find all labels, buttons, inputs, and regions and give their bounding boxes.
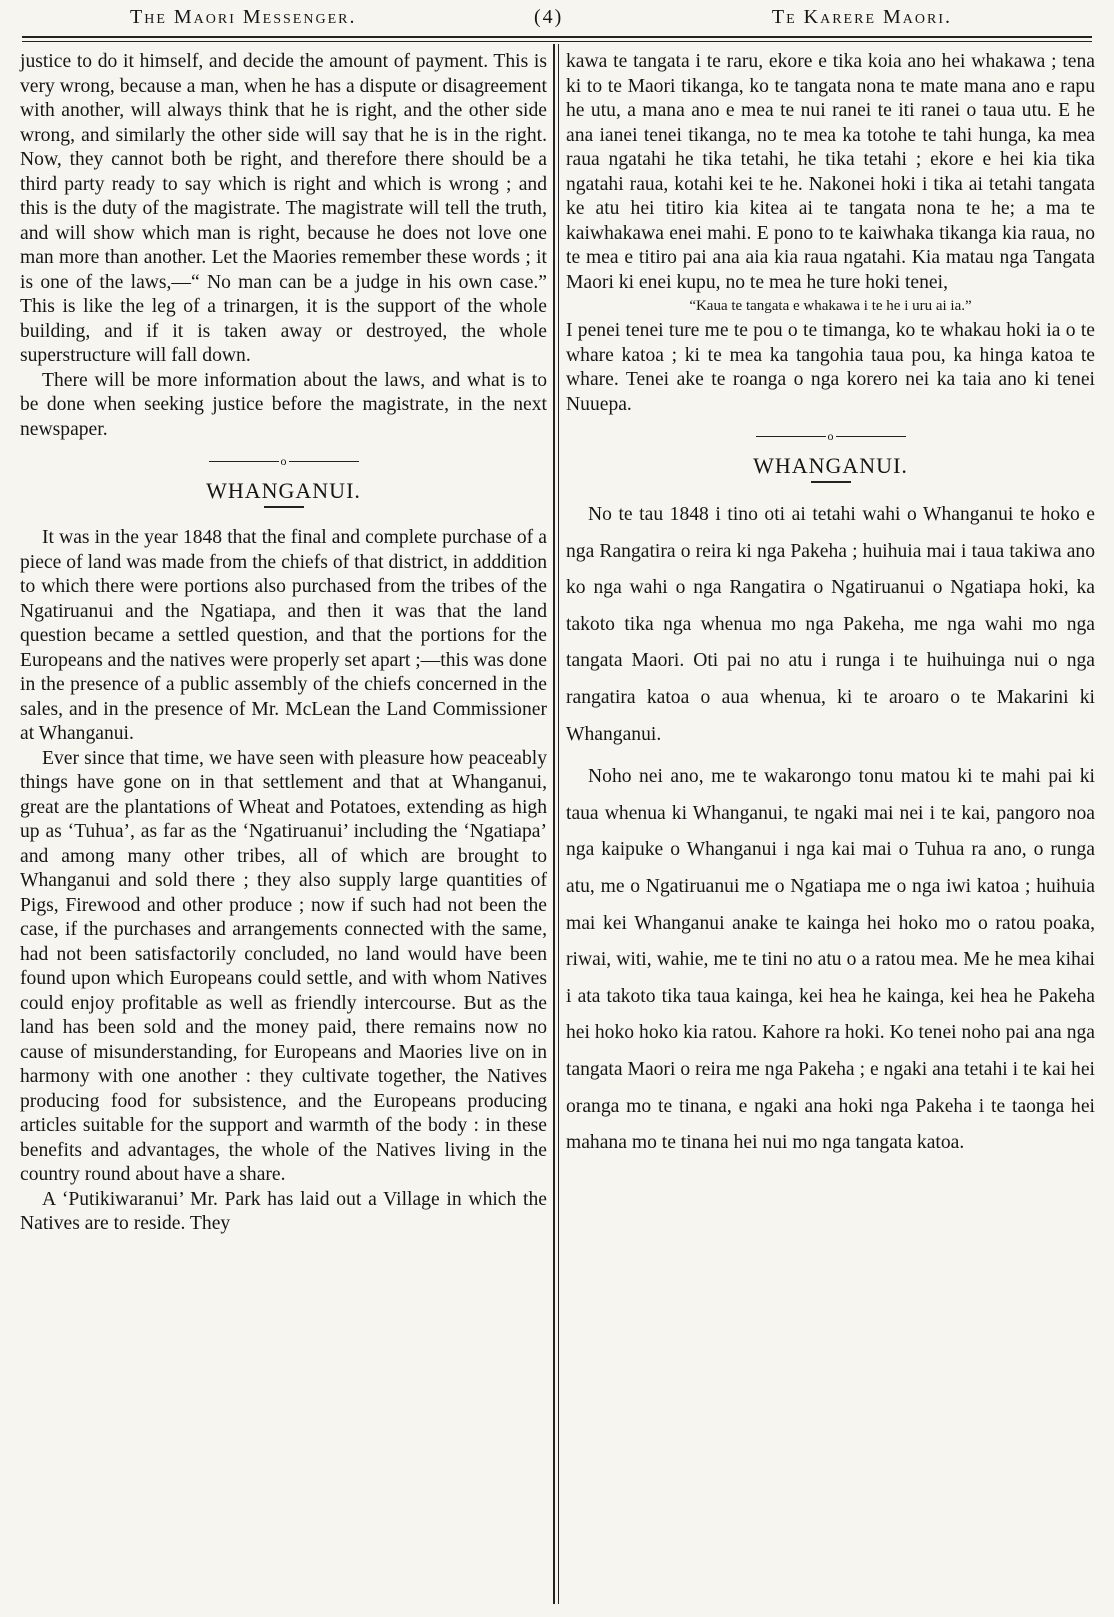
english-intro-paragraph: justice to do it himself, and decide the amount of payment. This is very wrong, because a man, when he has a dispute or disagreement with another, will always think that he is right, and the other side wrong, and similarly the other side will say that he is in the right. Now, they cannot both be right, and therefore there should be a third party ready to say which is right and which is wrong ; and this is the duty of the magistrate. The magistrate will tell the truth, and will show which man is right, because he does not love one man more than another. Let the Maories remember these words ; it is one of the laws,—“ No man can be a judge in his own case.” This is like the leg of a trinargen, it is the support of the whole building, and if it is taken away or destroyed, the whole superstructure will fall down. [20,51,547,366]
column-divider-thin [558,44,559,1604]
english-whanganui-paragraph-2: Ever since that time, we have seen with pleasure how peaceably things have gone on in that settlement and that at Whanganui, great are the plantations of Wheat and Potatoes, extending as high up as ‘Tuhua’, as far as the ‘Ngatiruanui’ including the ‘Ngatiapa’ and among many other tribes, all of which are brought to Whanganui and sold there ; they also supply large quantities of Pigs, Firewood and other produce ; now if such had not been the case, if the purchases and arrangements connected with the same, had not been satisfactorily concluded, no land would have been found upon which Europeans could settle, and with whom Natives could enjoy profitable as well as friendly intercourse. But as the land has been sold and the money paid, there remains now no cause of misunderstanding, for Europeans and Maories live on in harmony with one another : they cultivate together, the Natives producing food for subsistence, and the Europeans producing articles suitable for the support and warmth of the body : in these benefits and advantages, the whole of the Natives living in the country round about have a share. [20,747,547,1185]
column-divider [553,44,555,1604]
separator-mark: o [280,453,287,468]
english-whanganui-heading: WHANGANUI. [206,478,361,503]
english-closing-paragraph: There will be more information about the laws, and what is to be done when seeking justice before the magistrate, in the next newspaper. [20,369,547,440]
english-whanganui-paragraph-3: A ‘Putikiwaranui’ Mr. Park has laid out a Village in which the Natives are to reside. They [20,1188,547,1234]
maori-column [566,50,1095,1162]
maori-law-quote: “Kaua te tangata e whakawa i te he i uru ai ia.” [689,298,972,314]
masthead-rule-thin [22,41,1092,42]
maori-whanganui-paragraph-1: No te tau 1848 i tino oti ai tetahi wahi o Whanganui te hoko e nga Rangatira o reira ki nga Pakeha ; huihuia mai i taua takiwa ano ko nga wahi o nga Rangatira o Ngatiruanui o Ngatiapa hoki, ka takoto tika nga whenua mo nga Pakeha, me nga wahi mo nga tangata Maori. Oti pai no atu i runga i te huihuinga nui o nga rangatira katoa o aua whenua, ki te aroaro o te Makarini ki Whanganui. [566,504,1095,745]
separator-line-right [836,436,906,437]
masthead-rule-thick [22,36,1092,38]
page-number: (4) [534,6,564,28]
maori-closing-paragraph: I penei tenei ture me te pou o te timanga, ko te whakau hoki ia o te whare katoa ; ki te mea ka tangohia taua pou, ka hinga katoa te whare. Tenei ake te roanga o nga korero nei ka taia ano ki tenei Nuuepa. [566,320,1095,415]
masthead-english-title: The Maori Messenger. [130,6,357,28]
separator-mark: o [827,428,834,443]
separator-line-right [289,461,359,462]
separator-line-left [756,436,826,437]
masthead-maori-title: Te Karere Maori. [771,6,952,28]
maori-intro-paragraph: kawa te tangata i te raru, ekore e tika koia ano hei whakawa ; tena ki to te Maori tikanga, ko te tangata nona te mate mana ano e rapu he utu, a mana ano e mea te nui ranei te iti ranei o taua utu. E he ana ianei tenei tikanga, no te mea ka totohe te tahi hunga, ka mea raua ngatahi he tika tetahi, he tika tetahi ; ekore e hei kia tika ngatahi raua, kotahi kei te he. Nakonei hoki i tika ai tetahi tangata ke atu hei titiro kia kitea ai te tangata nona te he; a ma te kaiwhakawa enei mahi. E pono to te kaiwhaka tikanga kia raua, no te mea e titiro pai ana aia kia raua ngatahi. Kia matau nga Tangata Maori ki enei kupu, no te mea he ture hoki tenei, [566,51,1095,293]
maori-separator [566,427,1095,449]
english-whanganui-paragraph-1: It was in the year 1848 that the final and complete purchase of a piece of land was made from the chiefs of that district, in adddition to which there were portions also purchased from the tribes of the Ngatiruanui and the Ngatiapa, and then it was that the land question became a settled question, and that the portions for the Europeans and the natives were properly set apart ;—this was done in the presence of a public assembly of the chiefs concerned in the sales, and in the presence of Mr. McLean the Land Commissioner at Whanganui. [20,527,547,744]
masthead [22,6,1092,32]
english-separator [20,452,547,474]
english-column [20,50,547,1237]
maori-whanganui-paragraph-2: Noho nei ano, me te wakarongo tonu matou ki te mahi pai ki taua whenua ki Whanganui, te ngaki mai nei i te kai, pangoro noa nga kaipuke o Whanganui i nga kai mai o Tuhua ra ano, o runga atu, me o Ngatiruanui me o Ngatiapa me o nga iwi katoa ; huihuia mai kei Whanganui anake te kainga hei hoko mo o ratou poaka, riwai, witi, wahie, me te tini no atu o a ratou mea. Me he mea kihai i ata takoto tika taua kainga, kei hea he kainga, kei hea he Pakeha hei hoko hoko kia ratou. Kahore ra hoki. Ko tenei noho pai ana nga tangata Maori o reira me nga Pakeha ; e ngaki ana tetahi i te kai hei oranga mo te tinana, e ngaki ana hoki nga Pakeha i te taonga hei mahana mo te tinana hei nui mo nga tangata katoa. [566,766,1095,1154]
separator-line-left [209,461,279,462]
maori-whanganui-heading: WHANGANUI. [753,453,908,478]
